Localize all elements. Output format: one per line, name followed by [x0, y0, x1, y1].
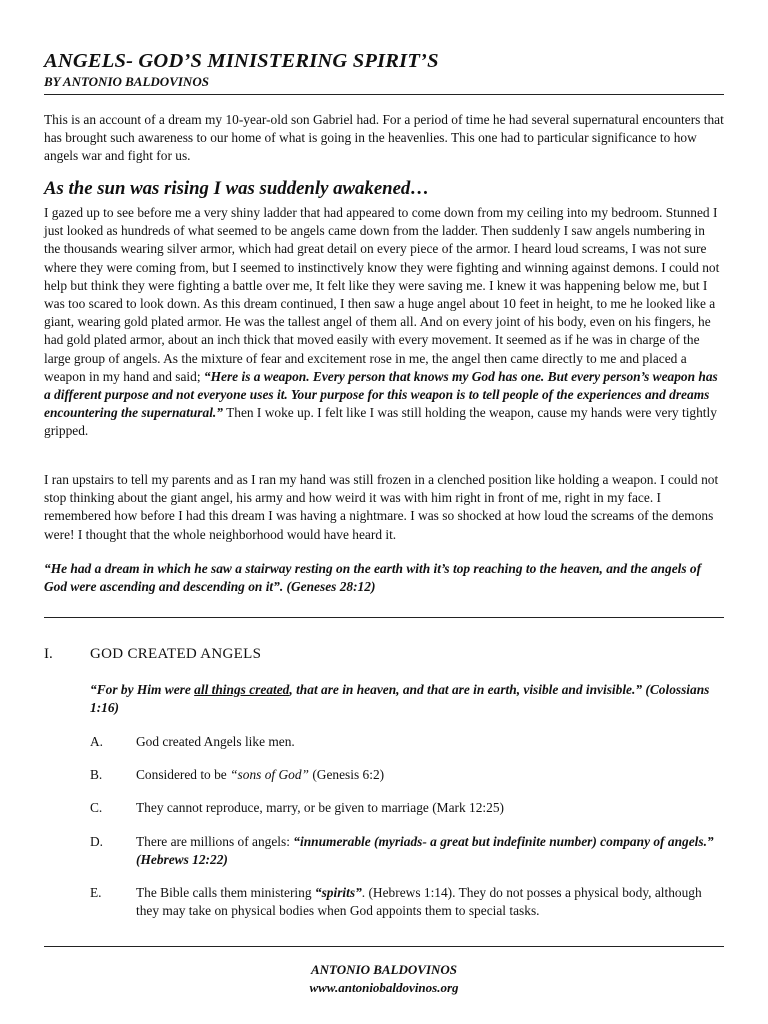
- angel-quote: “Here is a weapon. Every person that knows my God has one. But every person’s weapon has a different purpose and not everyone uses it. Your purpose for this weapon is to tell people of the experiences and dreams encountering the supernatural.”: [44, 368, 718, 421]
- list-item-text: [136, 833, 728, 869]
- section-number: I.: [44, 646, 53, 662]
- footer-rule: [44, 946, 724, 947]
- author-byline: BY ANTONIO BALDOVINOS: [44, 74, 209, 89]
- item-text-part: . (Hebrews 1:14). They do not posses a physical body, although they may take on physical bodies when God appoints them to special tasks.: [136, 885, 702, 918]
- list-item-letter: E.: [90, 885, 102, 900]
- dream-paragraph: [44, 204, 724, 441]
- header-rule: [44, 94, 724, 95]
- quote-text-end: , that are in heaven, and that are in earth, visible and invisible.” (Colossians 1:16): [90, 682, 710, 715]
- list-item-letter: D.: [90, 834, 104, 849]
- list-item-text: [136, 766, 728, 784]
- section-title: GOD CREATED ANGELS: [90, 646, 262, 662]
- list-item-text: God created Angels like men.: [136, 734, 295, 749]
- genesis-scripture: “He had a dream in which he saw a stairway resting on the earth with it’s top reaching to the heaven, and the angels of God were ascending and descending on it”. (Geneses 28:12): [44, 561, 702, 595]
- dream-body-ending: Then I woke up. I felt like I was still holding the weapon, cause my hands were very tightly gripped.: [44, 405, 717, 439]
- item-emphasis: “spirits”: [314, 885, 362, 900]
- item-text-part: The Bible calls them ministering: [136, 885, 315, 900]
- list-item-letter: A.: [90, 734, 104, 749]
- dream-paragraph-2: I ran upstairs to tell my parents and as I ran my hand was still frozen in a clenched position like holding a weapon. I could not stop thinking about the giant angel, his army and how weird it was with him right in front of me, right in my face. I remembered how before I had this dream I was having a nightmare. I was so shocked at how loud the screams of the demons were! I thought that the whole neighborhood would have heard it.: [44, 472, 719, 542]
- quote-underlined-text: all things created: [194, 682, 290, 697]
- document-title: ANGELS- GOD’S MINISTERING SPIRIT’S: [44, 50, 439, 72]
- item-text-part: (Genesis 6:2): [308, 767, 385, 782]
- item-emphasis: “innumerable (myriads- a great but indefinite number) company of angels.” (Hebrews 12:22): [136, 834, 714, 867]
- dream-heading: As the sun was rising I was suddenly awakened…: [44, 178, 430, 199]
- item-emphasis: “sons of God”: [230, 767, 309, 782]
- dream-body-text: I gazed up to see before me a very shiny ladder that had appeared to come down from my ceiling into my bedroom. Stunned I just looked as hundreds of what seemed to be angels came down from the ladder. Then suddenly I saw angels numbering in the thousands wearing silver armor, which had great detail on every piece of the armor. I heard loud screams, I was not sure where they were coming from, but I seemed to instinctively know they were fighting and winning against demons. I could not help but think they were fighting a battle over me, It felt like they were saving me. I knew it was happening below me, but I was too scared to look down. As this dream continued, I then saw a huge angel about 10 feet in height, to me he looked like a giant, wearing gold plated armor. He was the tallest angel of them all. And on every joint of his body, even on his fingers, he had gold plated armor, about an inch thick that moved easily with every movement. It seemed as if he was in charge of the large group of angels. As the mixture of fear and excitement rose in me, the angel then came directly to me and placed a weapon in my hand and said;: [44, 205, 720, 384]
- intro-paragraph: This is an account of a dream my 10-year-old son Gabriel had. For a period of time he had several supernatural encounters that has brought such awareness to our home of what is going in the heavenlies. This one had to particular significance to how angels war and fight for us.: [44, 112, 724, 164]
- item-text-part: There are millions of angels:: [136, 834, 294, 849]
- colossians-quote: [90, 681, 730, 717]
- list-item-text: They cannot reproduce, marry, or be given to marriage (Mark 12:25): [136, 800, 504, 815]
- list-item-letter: C.: [90, 800, 103, 815]
- footer-website[interactable]: www.antoniobaldovinos.org: [309, 980, 459, 995]
- quote-text: “For by Him were: [90, 682, 195, 697]
- footer-author: ANTONIO BALDOVINOS: [310, 962, 458, 977]
- list-item-text: [136, 884, 728, 920]
- item-text-part: Considered to be: [136, 767, 231, 782]
- section-rule: [44, 617, 724, 618]
- list-item-letter: B.: [90, 767, 103, 782]
